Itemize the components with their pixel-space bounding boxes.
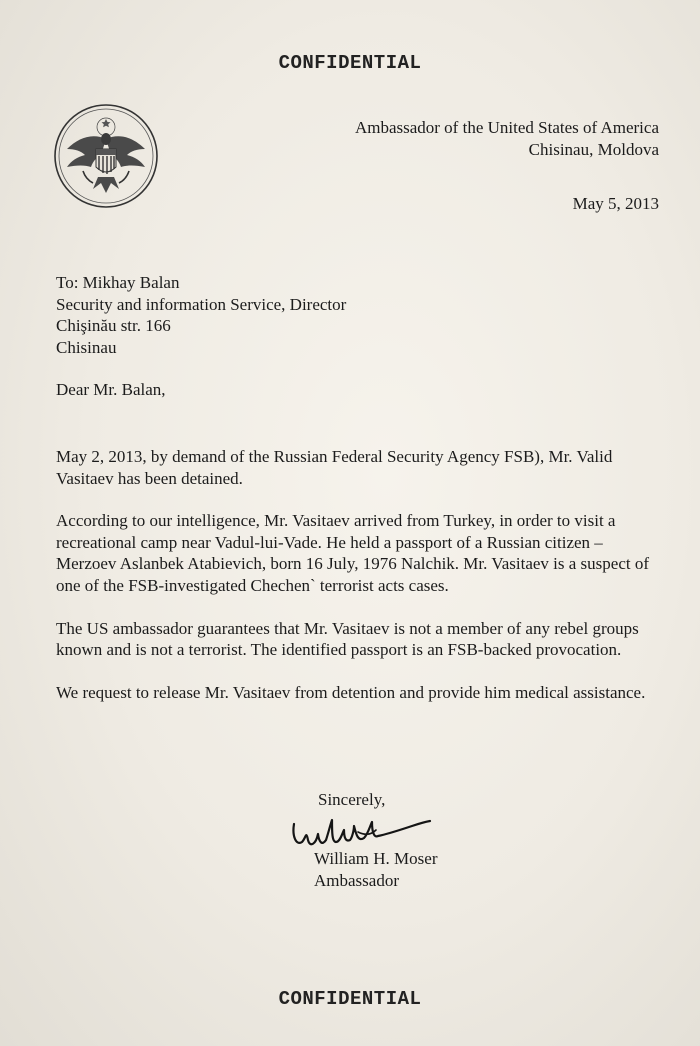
letter-body <box>56 446 664 724</box>
signer-block <box>314 848 438 892</box>
recipient-street: Chişinău str. 166 <box>56 316 171 335</box>
body-paragraph: May 2, 2013, by demand of the Russian Federal Security Agency FSB), Mr. Valid Vasitaev has been detained. <box>56 447 613 488</box>
body-paragraph: The US ambassador guarantees that Mr. Vasitaev is not a member of any rebel groups known and is not a terrorist. The identified passport is an FSB-backed provocation. <box>56 618 639 660</box>
body-paragraph: We request to release Mr. Vasitaev from detention and provide him medical assistance. <box>56 682 646 702</box>
salutation: Dear Mr. Balan, <box>56 380 166 399</box>
body-paragraph: According to our intelligence, Mr. Vasitaev arrived from Turkey, in order to visit a recreational camp near Vadul-lui-Vade. He held a passport of a Russian citizen – Merzoev Aslanbek Atabievich, born 16 July, 1976 Nalchik. Mr. Vasitaev is a suspect of one of the FSB-investigated Chechen` terrorist acts cases. <box>56 511 649 595</box>
letter-date: May 5, 2013 <box>572 194 659 213</box>
recipient-position: Security and information Service, Director <box>56 294 347 314</box>
closing: Sincerely, <box>318 790 386 809</box>
signer-name: William H. Moser <box>314 849 438 868</box>
recipient-name: To: Mikhay Balan <box>56 273 180 292</box>
sender-location: Chisinau, Moldova <box>528 140 659 159</box>
sender-block <box>355 117 659 161</box>
sender-title: Ambassador of the United States of America <box>354 118 659 137</box>
signer-title: Ambassador <box>314 871 399 890</box>
recipient-block <box>56 272 346 358</box>
recipient-city: Chisinau <box>56 337 117 357</box>
great-seal-eagle-icon <box>53 103 159 209</box>
classification-header: CONFIDENTIAL <box>278 52 422 74</box>
classification-footer: CONFIDENTIAL <box>278 988 422 1010</box>
